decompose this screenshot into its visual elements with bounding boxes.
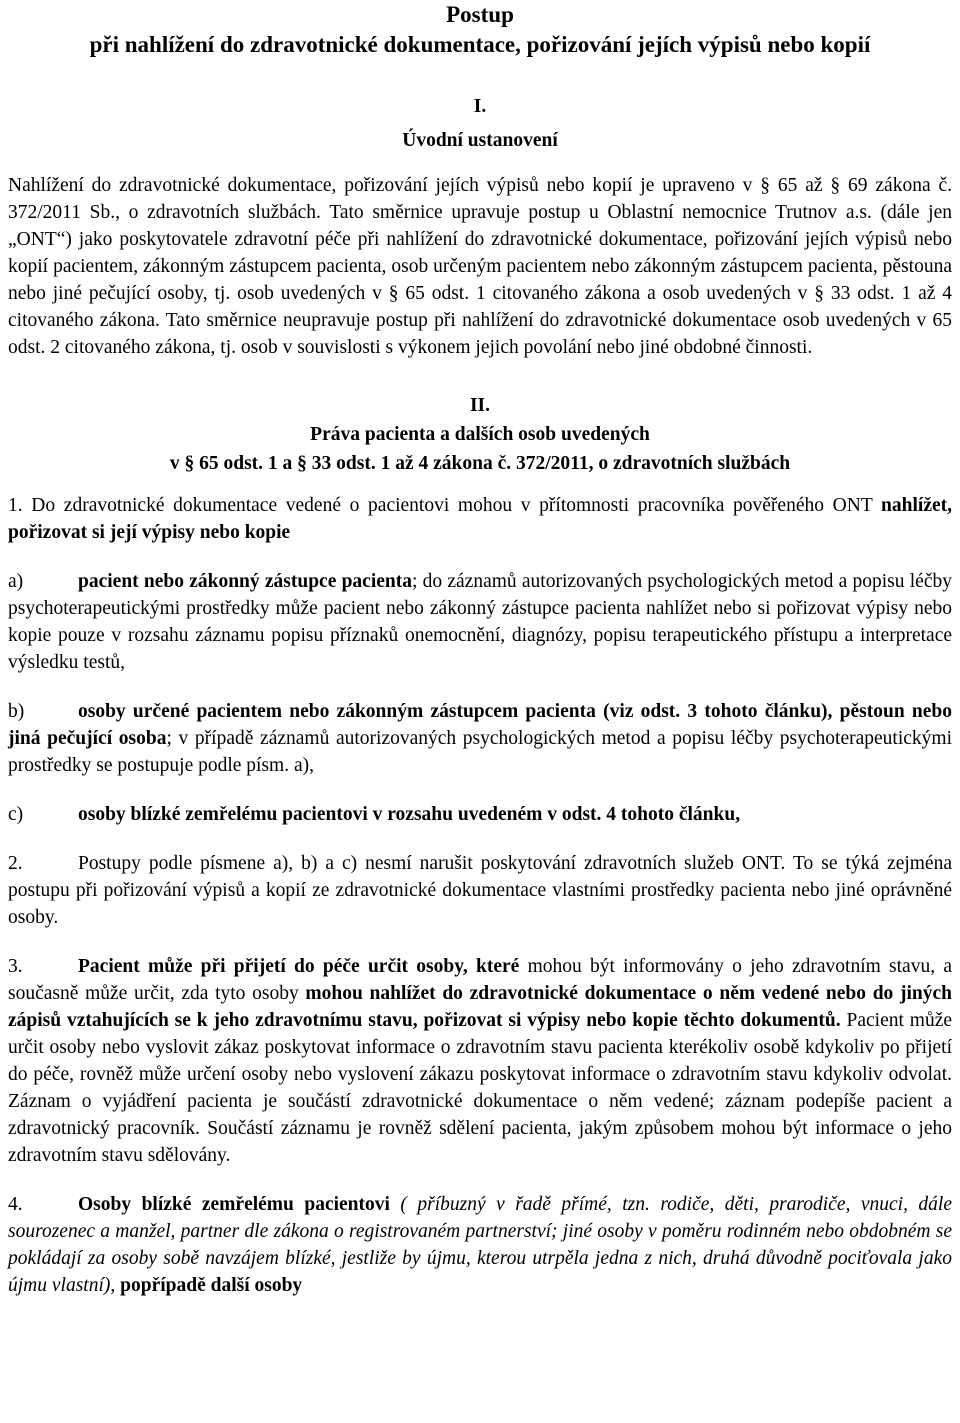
section-2-title-line-2: v § 65 odst. 1 a § 33 odst. 1 až 4 zákona č. 372/2011, o zdravotních službách bbox=[169, 453, 791, 474]
list-item-b-emphasis: osoby určené pacientem nebo zákonným zástupcem pacienta (viz odst. 3 tohoto článku), pěstoun nebo jiná pečující osoba bbox=[8, 701, 952, 749]
list-item-a-emphasis: pacient nebo zákonný zástupce pacienta bbox=[78, 571, 412, 592]
section-1-title: Úvodní ustanovení bbox=[402, 130, 558, 151]
paragraph-4-number: 4. bbox=[8, 1194, 23, 1215]
list-item-c bbox=[8, 801, 952, 828]
paragraph-3 bbox=[8, 953, 952, 1169]
list-item-a-marker: a) bbox=[8, 571, 24, 592]
list-item-c-emphasis: osoby blízké zemřelému pacientovi v rozsahu uvedeném v odst. 4 tohoto článku, bbox=[78, 804, 741, 825]
paragraph-3-number: 3. bbox=[8, 956, 23, 977]
paragraph-1 bbox=[8, 492, 952, 546]
title-line-2: při nahlížení do zdravotnické dokumentace, pořizování jejích výpisů nebo kopií bbox=[89, 32, 871, 57]
list-item-a bbox=[8, 568, 952, 676]
list-item-b-marker: b) bbox=[8, 701, 25, 722]
list-item-b-text: ; v případě záznamů autorizovaných psychologických metod a popisu léčby psychoterapeutickými prostředky se postupuje podle písm. a), bbox=[8, 728, 952, 776]
paragraph-2-number: 2. bbox=[8, 853, 23, 874]
paragraph-3-emphasis-1: Pacient může při přijetí do péče určit osoby, které bbox=[78, 956, 520, 977]
paragraph-3-text-1: mohou být informovány o jeho zdravotním stavu, a současně může určit, zda tyto osoby bbox=[8, 956, 953, 1004]
section-1-heading bbox=[8, 90, 952, 158]
paragraph-2 bbox=[8, 850, 952, 931]
paragraph-4-emphasis: Osoby blízké zemřelému pacientovi bbox=[78, 1194, 390, 1215]
list-item-c-marker: c) bbox=[8, 804, 24, 825]
title-line-1: Postup bbox=[446, 2, 514, 27]
list-item-b bbox=[8, 698, 952, 779]
section-2-title-line-1: Práva pacienta a dalších osob uvedených bbox=[310, 424, 650, 445]
list-item-a-text: ; do záznamů autorizovaných psychologických metod a popisu léčby psychoterapeutickými prostředky může pacient nebo zákonný zástupce pacienta nahlížet nebo si pořizovat výpisy nebo kopie pouze v rozsahu záznamu popisu příznaků onemocnění, diagnózy, popisu terapeutického přístupu a interpretace výsledku testů, bbox=[8, 571, 952, 673]
paragraph-3-text-2: Pacient může určit osoby nebo vyslovit zákaz poskytovat informace o zdravotním stavu pacienta kterékoliv osobě kdykoliv po přijetí do péče, rovněž může určení osoby nebo vyslovení zákazu poskytovat informace o zdravotním stavu kdykoliv odvolat. Záznam o vyjádření pacienta je součástí zdravotnické dokumentace o něm vedené; záznam podepíše pacient a zdravotnický pracovník. Součástí záznamu je rovněž sdělení pacienta, jakým způsobem mohou být informace o jeho zdravotním stavu sdělovány. bbox=[8, 1010, 953, 1166]
section-1-number: I. bbox=[473, 96, 487, 117]
paragraph-1-text: Do zdravotnické dokumentace vedené o pacientovi mohou v přítomnosti pracovníka pověřeného ONT bbox=[31, 495, 882, 516]
section-1-paragraph: Nahlížení do zdravotnické dokumentace, pořizování jejích výpisů nebo kopií je upraveno v § 65 až § 69 zákona č. 372/2011 Sb., o zdravotních službách. Tato směrnice upravuje postup u Oblastní nemocnice Trutnov a.s. (dále jen „ONT“) jako poskytovatele zdravotní péče při nahlížení do zdravotnické dokumentace, pořizování jejích výpisů nebo kopií pacientem, zákonným zástupcem pacienta, osob určeným pacientem nebo zákonným zástupcem pacienta, pěstouna nebo jiné pečující osoby, tj. osob uvedených v § 65 odst. 1 citovaného zákona a osob uvedených v § 33 odst. 1 až 4 citovaného zákona. Tato směrnice neupravuje postup při nahlížení do zdravotnické dokumentace osob uvedených v 65 odst. 2 citovaného zákona, tj. osob v souvislosti s výkonem jejich povolání nebo jiné obdobné činnosti. bbox=[8, 175, 952, 358]
paragraph-4-emphasis-tail: popřípadě další osoby bbox=[120, 1275, 303, 1296]
document-title bbox=[8, 0, 952, 60]
paragraph-4 bbox=[8, 1191, 952, 1299]
section-2-number: II. bbox=[469, 395, 491, 416]
paragraph-4-italic-text: ( příbuzný v řadě přímé, tzn. rodiče, děti, prarodiče, vnuci, dále sourozenec a manžel, partner dle zákona o registrovaném partnerství; jiné osoby v poměru rodinném nebo obdobném se pokládají za osoby sobě navzájem blízké, jestliže by újmu, kterou utrpěla jedna z nich, druhá důvodně pociťovala jako újmu vlastní), bbox=[8, 1194, 952, 1296]
paragraph-3-emphasis-2: mohou nahlížet do zdravotnické dokumentace o něm vedené nebo do jiných zápisů vztahujících se k jeho zdravotnímu stavu, pořizovat si výpisy nebo kopie těchto dokumentů. bbox=[8, 983, 952, 1031]
paragraph-1-emphasis: nahlížet, pořizovat si její výpisy nebo kopie bbox=[8, 495, 953, 543]
paragraph-1-number: 1. bbox=[8, 495, 23, 516]
paragraph-2-text: Postupy podle písmene a), b) a c) nesmí narušit poskytování zdravotních služeb ONT. To se týká zejména postupu při pořizování výpisů a kopií ze zdravotnické dokumentace vlastními prostředky pacienta nebo jiné oprávněné osoby. bbox=[8, 853, 952, 928]
section-2-heading bbox=[8, 391, 952, 478]
